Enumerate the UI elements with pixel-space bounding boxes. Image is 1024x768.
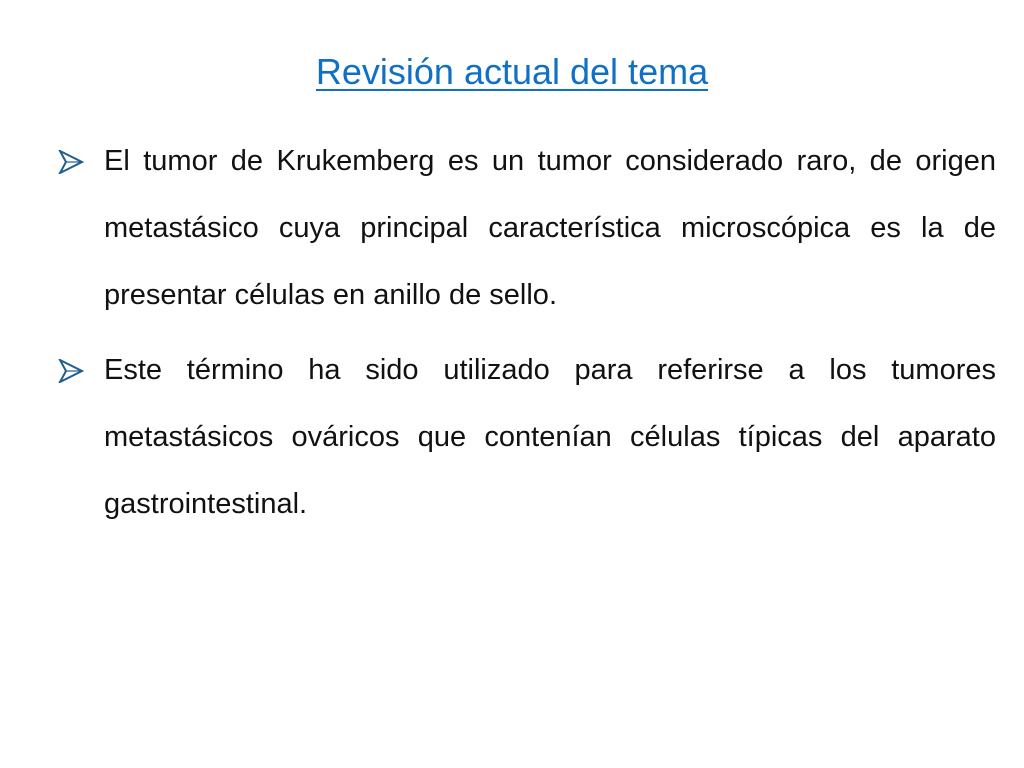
bullet-list: [58, 128, 996, 546]
bullet-text: El tumor de Krukemberg es un tumor considerado raro, de origen metastásico cuya principal característica microscópica es la de presentar células en anillo de sello.: [104, 145, 996, 311]
arrow-bullet-icon: [58, 359, 84, 383]
arrow-bullet-icon: [58, 150, 84, 174]
slide-title-text: Revisión actual del tema: [315, 51, 709, 92]
list-item: [58, 337, 996, 538]
list-item: [58, 128, 996, 329]
bullet-text: Este término ha sido utilizado para referirse a los tumores metastásicos ováricos que contenían células típicas del aparato gastrointestinal.: [104, 354, 996, 520]
slide-title: [0, 46, 1024, 98]
